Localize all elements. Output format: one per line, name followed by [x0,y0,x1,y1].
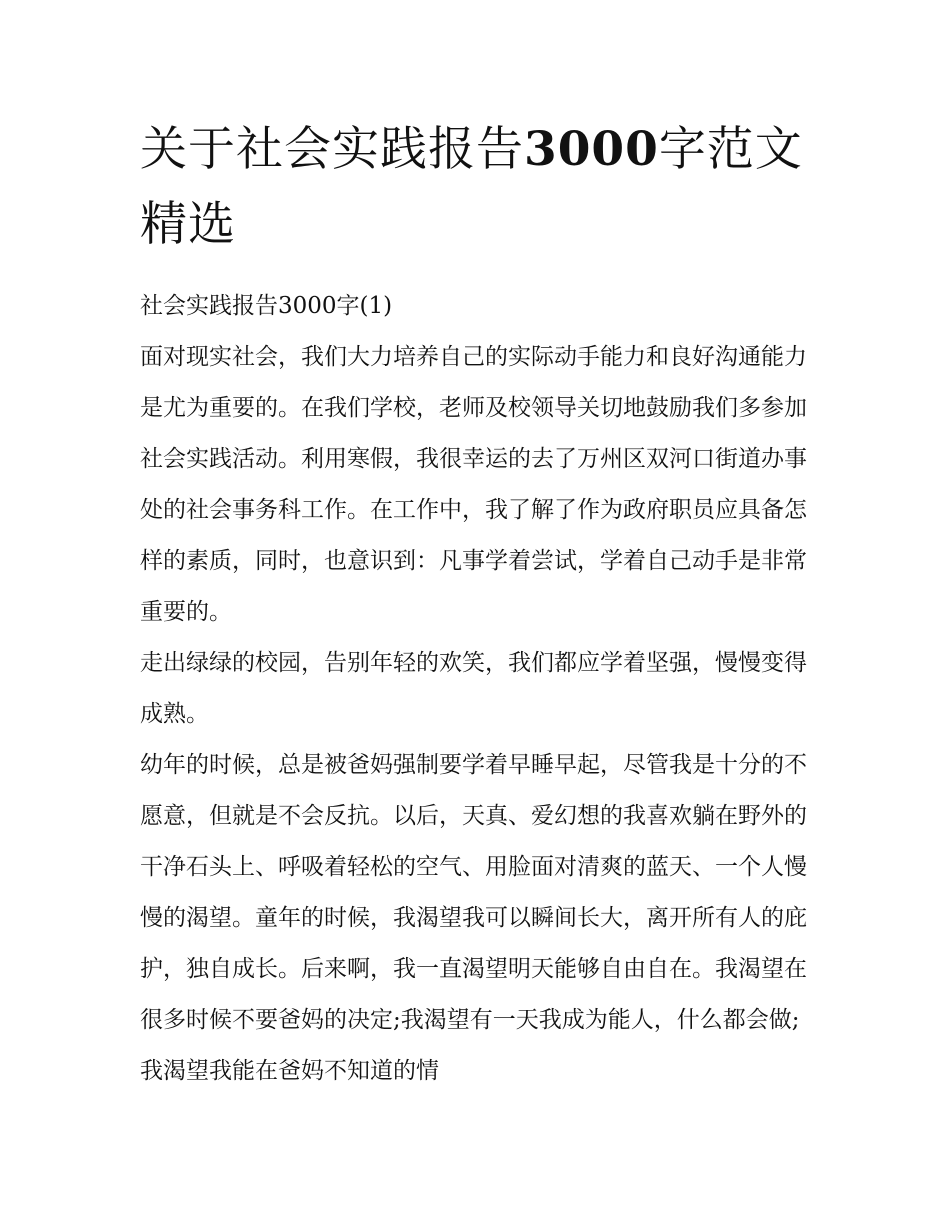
document-body [140,281,820,1097]
paragraph-1: 面对现实社会，我们大力培养自己的实际动手能力和良好沟通能力是尤为重要的。在我们学校，老师及校领导关切地鼓励我们多参加社会实践活动。利用寒假，我很幸运的去了万州区双河口街道办事处的社会事务科工作。在工作中，我了解了作为政府职员应具备怎样的素质，同时，也意识到：凡事学着尝试，学着自己动手是非常重要的。 [140,344,807,625]
paragraph-2: 走出绿绿的校园，告别年轻的欢笑，我们都应学着坚强，慢慢变得成熟。 [140,650,807,727]
title-number: 3000 [524,122,659,177]
title-text-start: 关于社会实践报告 [140,122,524,177]
paragraph-3: 幼年的时候，总是被爸妈强制要学着早睡早起，尽管我是十分的不愿意，但就是不会反抗。以后，天真、爱幻想的我喜欢躺在野外的干净石头上、呼吸着轻松的空气、用脸面对清爽的蓝天、一个人慢慢的渴望。童年的时候，我渴望我可以瞬间长大，离开所有人的庇护，独自成长。后来啊，我一直渴望明天能够自由自在。我渴望在很多时候不要爸妈的决定;我渴望有一天我成为能人，什么都会做;我渴望我能在爸妈不知道的情 [140,752,807,1084]
document-title [140,112,820,262]
title-text-end: 字范文精选 [140,122,803,252]
section-heading: 社会实践报告3000字(1) [140,293,393,319]
